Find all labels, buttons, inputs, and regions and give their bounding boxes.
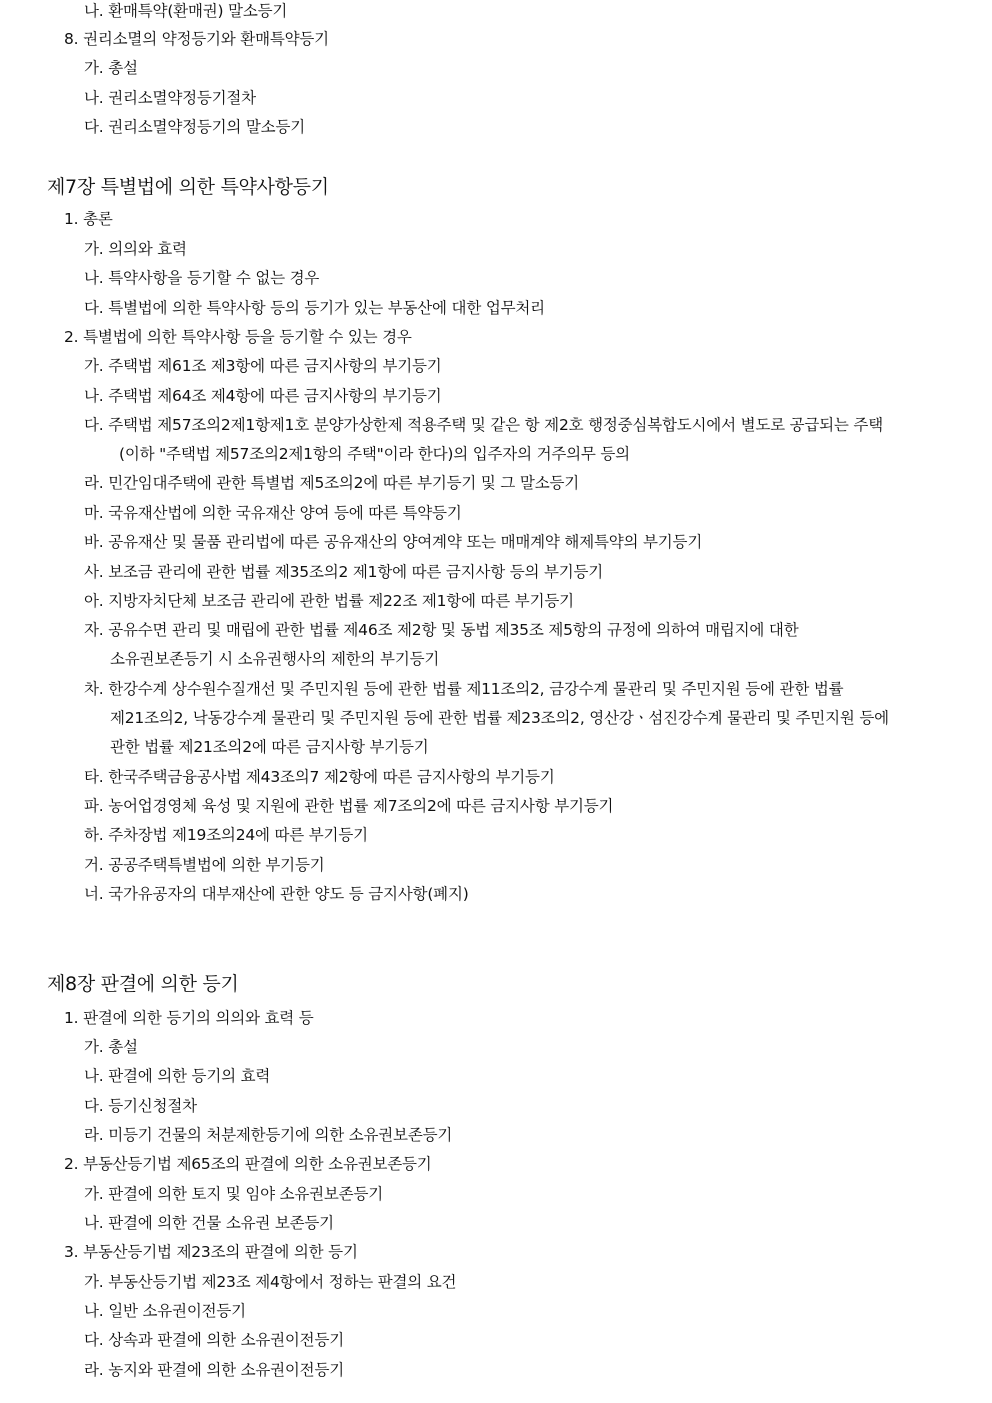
list-item: 가. 의의와 효력 [84,240,187,258]
list-item: 가. 총설 [84,59,138,77]
list-item: 사. 보조금 관리에 관한 법률 제35조의2 제1항에 따른 금지사항 등의 부기등기 [84,563,604,581]
list-item: 나. 특약사항을 등기할 수 없는 경우 [84,269,320,287]
section-heading: 1. 판결에 의한 등기의 의의와 효력 등 [64,1009,314,1027]
list-item: 나. 판결에 의한 건물 소유권 보존등기 [84,1214,334,1232]
list-item: 아. 지방자치단체 보조금 관리에 관한 법률 제22조 제1항에 따른 부기등기 [84,592,574,610]
list-item: 다. 권리소멸약정등기의 말소등기 [84,118,306,136]
section-heading: 2. 부동산등기법 제65조의 판결에 의한 소유권보존등기 [64,1155,432,1173]
section-heading: 3. 부동산등기법 제23조의 판결에 의한 등기 [64,1243,358,1261]
section-heading: 2. 특별법에 의한 특약사항 등을 등기할 수 있는 경우 [64,328,412,346]
list-item: 너. 국가유공자의 대부재산에 관한 양도 등 금지사항(폐지) [84,885,469,903]
list-item-continuation: 제21조의2, 낙동강수계 물관리 및 주민지원 등에 관한 법률 제23조의2, 영산강ㆍ섬진강수계 물관리 및 주민지원 등에 [110,709,889,727]
chapter-title: 제7장 특별법에 의한 특약사항등기 [47,176,329,198]
list-item: 나. 환매특약(환매권) 말소등기 [84,2,288,20]
list-item: 라. 농지와 판결에 의한 소유권이전등기 [84,1361,345,1379]
list-item: 차. 한강수계 상수원수질개선 및 주민지원 등에 관한 법률 제11조의2, 금강수계 물관리 및 주민지원 등에 관한 법률 [84,680,844,698]
list-item: 나. 판결에 의한 등기의 효력 [84,1067,271,1085]
list-item: 하. 주차장법 제19조의24에 따른 부기등기 [84,826,368,844]
list-item: 가. 주택법 제61조 제3항에 따른 금지사항의 부기등기 [84,357,442,375]
list-item: 타. 한국주택금융공사법 제43조의7 제2항에 따른 금지사항의 부기등기 [84,768,555,786]
section-heading: 8. 권리소멸의 약정등기와 환매특약등기 [64,30,329,48]
list-item: 바. 공유재산 및 물품 관리법에 따른 공유재산의 양여계약 또는 매매계약 해제특약의 부기등기 [84,533,703,551]
list-item: 나. 권리소멸약정등기절차 [84,89,256,107]
list-item: 거. 공공주택특별법에 의한 부기등기 [84,856,325,874]
list-item: 라. 민간임대주택에 관한 특별법 제5조의2에 따른 부기등기 및 그 말소등기 [84,474,580,492]
section-heading: 1. 총론 [64,210,113,228]
list-item: 가. 판결에 의한 토지 및 임야 소유권보존등기 [84,1185,384,1203]
chapter-title: 제8장 판결에 의한 등기 [47,973,239,995]
list-item: 다. 주택법 제57조의2제1항제1호 분양가상한제 적용주택 및 같은 항 제2호 행정중심복합도시에서 별도로 공급되는 주택 [84,416,883,434]
list-item: 자. 공유수면 관리 및 매립에 관한 법률 제46조 제2항 및 동법 제35조 제5항의 규정에 의하여 매립지에 대한 [84,621,799,639]
list-item: 다. 등기신청절차 [84,1097,197,1115]
list-item-continuation: 관한 법률 제21조의2에 따른 금지사항 부기등기 [110,738,429,756]
list-item: 다. 특별법에 의한 특약사항 등의 등기가 있는 부동산에 대한 업무처리 [84,299,545,317]
list-item: 라. 미등기 건물의 처분제한등기에 의한 소유권보존등기 [84,1126,453,1144]
list-item: 가. 총설 [84,1038,138,1056]
list-item: 가. 부동산등기법 제23조 제4항에서 정하는 판결의 요건 [84,1273,457,1291]
list-item: 나. 주택법 제64조 제4항에 따른 금지사항의 부기등기 [84,387,442,405]
list-item: 마. 국유재산법에 의한 국유재산 양여 등에 따른 특약등기 [84,504,462,522]
list-item: 다. 상속과 판결에 의한 소유권이전등기 [84,1331,345,1349]
list-item-continuation: 소유권보존등기 시 소유권행사의 제한의 부기등기 [110,650,440,668]
list-item: 파. 농어업경영체 육성 및 지원에 관한 법률 제7조의2에 따른 금지사항 부기등기 [84,797,614,815]
list-item: 나. 일반 소유권이전등기 [84,1302,246,1320]
list-item-continuation: (이하 "주택법 제57조의2제1항의 주택"이라 한다)의 입주자의 거주의무 등의 [119,445,630,463]
